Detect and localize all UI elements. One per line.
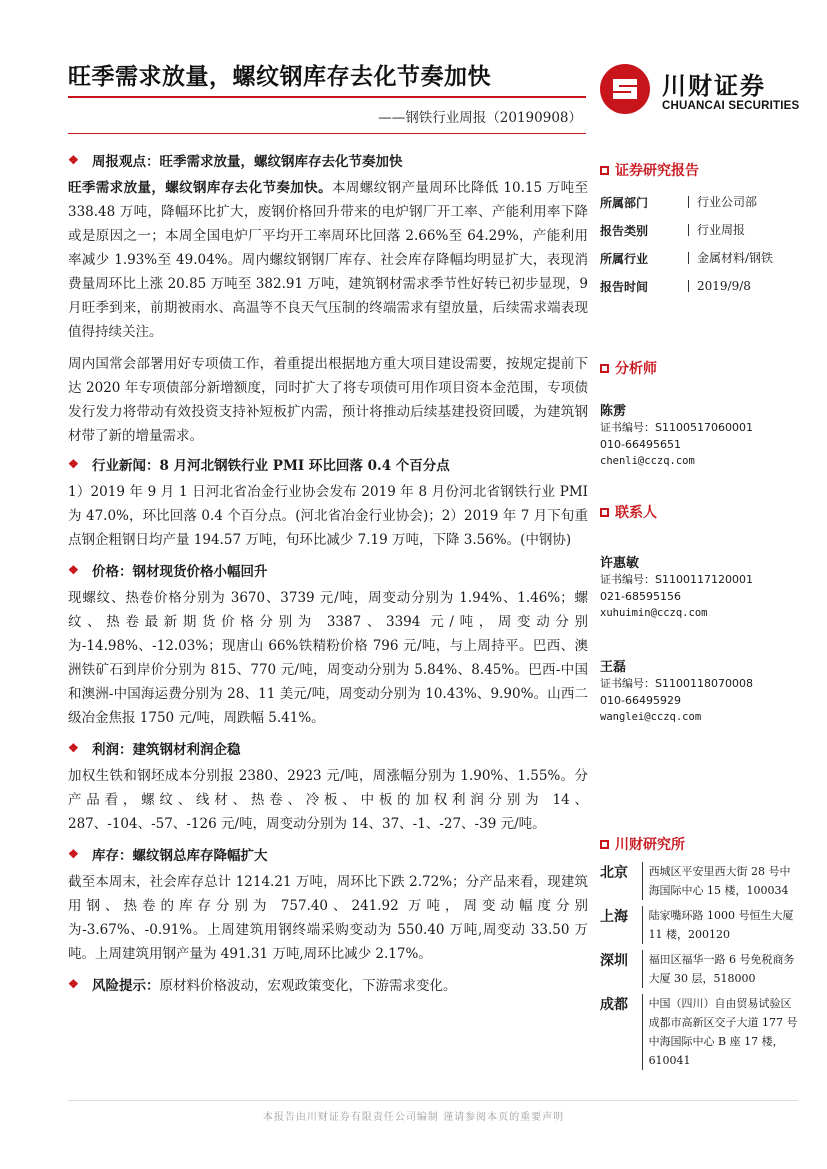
contact-phone: 021-68595156 [600, 590, 681, 603]
footer-disclaimer: 本报告由川财证券有限责任公司编制 谨请参阅本页的重要声明 [262, 1112, 565, 1123]
section-heading: 证券研究报告 [600, 160, 800, 180]
office-entry: 北京 西城区平安里西大街 28 号中海国际中心 15 楼，100034 [600, 862, 800, 900]
square-bullet-icon [600, 840, 609, 849]
report-title: 旺季需求放量，螺纹钢库存去化节奏加快 [68, 63, 491, 90]
logo-text-cn: 川财证券 [662, 72, 766, 100]
info-row: 所属部门 行业公司部 [600, 195, 758, 210]
diamond-bullet-icon: ❖ [68, 153, 79, 167]
contact-email[interactable]: xuhuimin@cczq.com [600, 607, 708, 619]
office-entry: 成都 中国（四川）自由贸易试验区成都市高新区交子大道 177 号中海国际中心 B 座 17 楼，610041 [600, 994, 800, 1070]
title-divider [68, 96, 586, 98]
info-row: 报告时间 2019/9/8 [600, 279, 751, 294]
office-entry: 深圳 福田区福华一路 6 号免税商务大厦 30 层，518000 [600, 950, 800, 988]
risk-warning: ❖ 风险提示： 原材料价格波动，宏观政策变化，下游需求变化。 [68, 977, 457, 994]
paragraph: 周内国常会部署用好专项债工作，着重提出根据地方重大项目建设需要，按规定提前下达 2020 年专项债部分新增额度，同时扩大了将专项债可用作项目资本金范围，专项债发行发力将带动有效投资支持补短板扩内需，预计将推动后续基建投资回暖，为建筑钢材带了新的增量需求。 [68, 356, 588, 444]
paragraph: 截至本周末，社会库存总计 1214.21 万吨，周环比下跌 2.72%；分产品来看，现建筑用钢、热卷的库存分别为 757.40、241.92 万吨，周变动幅度分别为-3.67%、-0.91%。上周建筑用钢终端采购变动为 550.40 万吨,周变动 33.50 万吨。上周建筑用钢产量为 491.31 万吨,周环比减少 2.17%。 [68, 874, 588, 962]
company-logo [600, 64, 820, 118]
section-heading: ❖ 利润：建筑钢材利润企稳 [68, 741, 241, 758]
paragraph: 1）2019 年 9 月 1 日河北省冶金行业协会发布 2019 年 8 月份河北省钢铁行业 PMI 为 47.0%，环比回落 0.4 个百分点。(河北省冶金行业协会)；2）2019 年 7 月下旬重点钢企粗钢日均产量 194.57 万吨，旬环比减少 7.19 万吨，下降 3.56%。(中钢协) [68, 484, 588, 548]
analyst-phone: 010-66495651 [600, 438, 681, 451]
diamond-bullet-icon: ❖ [68, 457, 79, 471]
analyst-cert: 证书编号：S1100517060001 [600, 421, 753, 434]
institute-panel [600, 834, 800, 1070]
report-subtitle: ——钢铁行业周报（20190908） [378, 110, 582, 126]
section-heading: 川财研究所 [600, 834, 800, 854]
section-heading: ❖ 价格：钢材现货价格小幅回升 [68, 563, 268, 580]
diamond-bullet-icon: ❖ [68, 847, 79, 861]
section-heading: 分析师 [600, 358, 800, 378]
section-heading: ❖ 库存：螺纹钢总库存降幅扩大 [68, 847, 268, 864]
diamond-bullet-icon: ❖ [68, 977, 79, 991]
info-row: 报告类别 行业周报 [600, 223, 746, 238]
square-bullet-icon [600, 508, 609, 517]
info-row: 所属行业 金属材料/钢铁 [600, 251, 774, 266]
analyst-panel [600, 358, 800, 470]
contact-email[interactable]: wanglei@cczq.com [600, 711, 702, 723]
footer-divider [68, 1100, 798, 1101]
report-info-panel [600, 160, 800, 300]
office-entry: 上海 陆家嘴环路 1000 号恒生大厦 11 楼，200120 [600, 906, 800, 944]
paragraph: 加权生铁和钢坯成本分别报 2380、2923 元/吨，周涨幅分别为 1.90%、1.55%。分产品看，螺纹、线材、热卷、冷板、中板的加权利润分别为 14、287、-104、-57、-126 元/吨，周变动分别为 14、37、-1、-27、-39 元/吨。 [68, 768, 588, 832]
analyst-name: 陈雳 [600, 404, 627, 419]
contact-cert: 证书编号：S1100117120001 [600, 573, 753, 586]
diamond-bullet-icon: ❖ [68, 563, 79, 577]
section-heading: ❖ 行业新闻：8 月河北钢铁行业 PMI 环比回落 0.4 个百分点 [68, 457, 450, 474]
contact-cert: 证书编号：S1100118070008 [600, 677, 753, 690]
contact-name: 许惠敏 [600, 556, 640, 571]
main-content [68, 150, 588, 1000]
section-heading: ❖ 周报观点：旺季需求放量，螺纹钢库存去化节奏加快 [68, 153, 403, 170]
section-heading: 联系人 [600, 502, 800, 522]
contact-phone: 010-66495929 [600, 694, 681, 707]
analyst-email[interactable]: chenli@cczq.com [600, 455, 695, 467]
square-bullet-icon [600, 364, 609, 373]
logo-mark-icon [600, 64, 650, 114]
paragraph: 现螺纹、热卷价格分别为 3670、3739 元/吨，周变动分别为 1.94%、1.46%；螺纹、热卷最新期货价格分别为 3387、3394 元/吨，周变动分别为-14.98%、-12.03%；现唐山 66%铁精粉价格 796 元/吨，与上周持平。巴西、澳洲铁矿石到岸价分别为 815、770 元/吨，周变动分别为 5.84%、8.45%。巴西-中国和澳洲-中国海运费分别为 28、11 美元/吨，周变动分别为 10.43%、9.90%。山西二级冶金焦报 1750 元/吨，周跌幅 5.41%。 [68, 590, 588, 726]
diamond-bullet-icon: ❖ [68, 741, 79, 755]
contact-name: 王磊 [600, 660, 627, 675]
paragraph: 旺季需求放量，螺纹钢库存去化节奏加快。本周螺纹钢产量周环比降低 10.15 万吨至 338.48 万吨，降幅环比扩大，废钢价格回升带来的电炉钢厂开工率、产能利用率下降或是原因之一；本周全国电炉厂平均开工率周环比回落 2.66%至 64.29%，产能利用率减少 1.93%至 49.04%。周内螺纹钢钢厂库存、社会库存降幅均明显扩大，表现消费量周环比上涨 20.85 万吨至 382.91 万吨，建筑钢材需求季节性好转已初步显现，9 月旺季到来，前期被雨水、高温等不良天气压制的终端需求有望放量，后续需求端表现值得持续关注。 [68, 180, 589, 340]
subtitle-divider [68, 133, 586, 134]
logo-text-en: CHUANCAI SECURITIES [662, 100, 800, 112]
contacts-panel [600, 502, 800, 726]
square-bullet-icon [600, 166, 609, 175]
